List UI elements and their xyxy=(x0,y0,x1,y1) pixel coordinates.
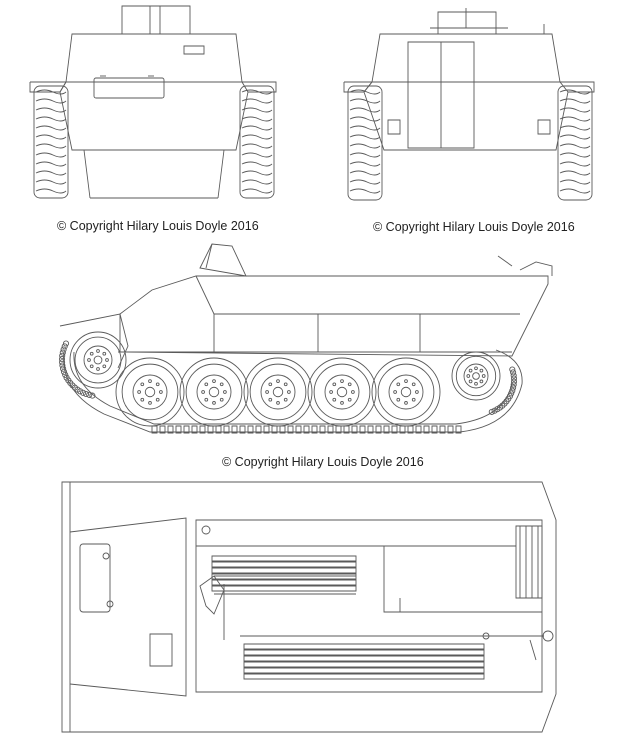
side-view xyxy=(59,244,552,433)
road-wheel xyxy=(308,358,376,426)
track-link xyxy=(36,171,66,175)
track-link xyxy=(350,99,380,103)
track-link xyxy=(61,347,66,352)
track-link xyxy=(242,153,272,157)
rear-upper-hull xyxy=(372,34,560,82)
road-wheel xyxy=(372,358,440,426)
ammo-round xyxy=(244,656,484,661)
track-link xyxy=(242,126,272,130)
top-vent xyxy=(150,634,172,666)
track-link xyxy=(350,189,380,193)
track-link xyxy=(242,171,272,175)
front-left-track xyxy=(34,86,68,198)
copyright-caption-rear: © Copyright Hilary Louis Doyle 2016 xyxy=(373,220,575,234)
track-link xyxy=(560,162,590,166)
road-wheel xyxy=(244,358,312,426)
track-link xyxy=(560,153,590,157)
track-link xyxy=(242,162,272,166)
track-link xyxy=(350,171,380,175)
road-wheel xyxy=(180,358,248,426)
front-right-track xyxy=(240,86,274,198)
track-link xyxy=(560,171,590,175)
track-link xyxy=(350,180,380,184)
track-link xyxy=(36,135,66,139)
ammo-round xyxy=(212,586,356,591)
top-hull-outline xyxy=(62,482,556,732)
ammo-round xyxy=(244,674,484,679)
top-view xyxy=(62,482,556,732)
track-link xyxy=(36,126,66,130)
ammo-round xyxy=(212,574,356,579)
ammo-round xyxy=(212,580,356,585)
ammo-round xyxy=(244,650,484,655)
ammo-round xyxy=(244,668,484,673)
front-visor xyxy=(94,78,164,98)
track-belt-inner xyxy=(74,352,512,424)
road-wheel xyxy=(116,358,184,426)
front-cupola xyxy=(122,6,190,34)
side-road-wheels xyxy=(70,332,500,426)
ammo-round xyxy=(212,562,356,567)
rear-view xyxy=(344,8,594,200)
track-link xyxy=(242,144,272,148)
track-link xyxy=(242,189,272,193)
rear-lower-hull xyxy=(364,82,568,150)
track-link xyxy=(560,180,590,184)
ammo-round xyxy=(212,556,356,561)
top-hatch xyxy=(80,544,110,612)
track-link xyxy=(36,153,66,157)
top-ammo-rack-left xyxy=(212,556,356,591)
ammo-round xyxy=(244,644,484,649)
track-link xyxy=(350,144,380,148)
track-link xyxy=(350,162,380,166)
rear-right-track xyxy=(558,86,592,200)
rear-top-mount xyxy=(438,12,496,34)
front-upper-hull xyxy=(66,34,242,82)
front-lower-hull xyxy=(60,82,248,150)
side-gun-mount xyxy=(200,244,246,276)
track-link xyxy=(242,117,272,121)
track-link xyxy=(36,117,66,121)
track-link xyxy=(242,135,272,139)
rear-left-track xyxy=(348,86,382,200)
track-link xyxy=(36,180,66,184)
ammo-round xyxy=(244,662,484,667)
top-ammo-rack-bottom xyxy=(244,644,484,679)
copyright-caption-side: © Copyright Hilary Louis Doyle 2016 xyxy=(222,455,424,469)
track-link xyxy=(560,99,590,103)
track-link xyxy=(36,162,66,166)
track-link xyxy=(350,135,380,139)
track-link xyxy=(36,189,66,193)
idler-wheel xyxy=(452,352,500,400)
track-link xyxy=(36,144,66,148)
track-link xyxy=(350,153,380,157)
track-link xyxy=(350,117,380,121)
track-link xyxy=(242,180,272,184)
copyright-caption-front: © Copyright Hilary Louis Doyle 2016 xyxy=(57,219,259,233)
track-link xyxy=(350,108,380,112)
front-view xyxy=(30,6,276,198)
track-link xyxy=(560,126,590,130)
drive-sprocket xyxy=(70,332,126,388)
track-link xyxy=(36,108,66,112)
track-link xyxy=(560,135,590,139)
track-link xyxy=(560,144,590,148)
track-link xyxy=(242,108,272,112)
side-superstructure xyxy=(120,276,548,356)
track-link xyxy=(560,189,590,193)
track-link xyxy=(560,117,590,121)
ammo-round xyxy=(212,568,356,573)
